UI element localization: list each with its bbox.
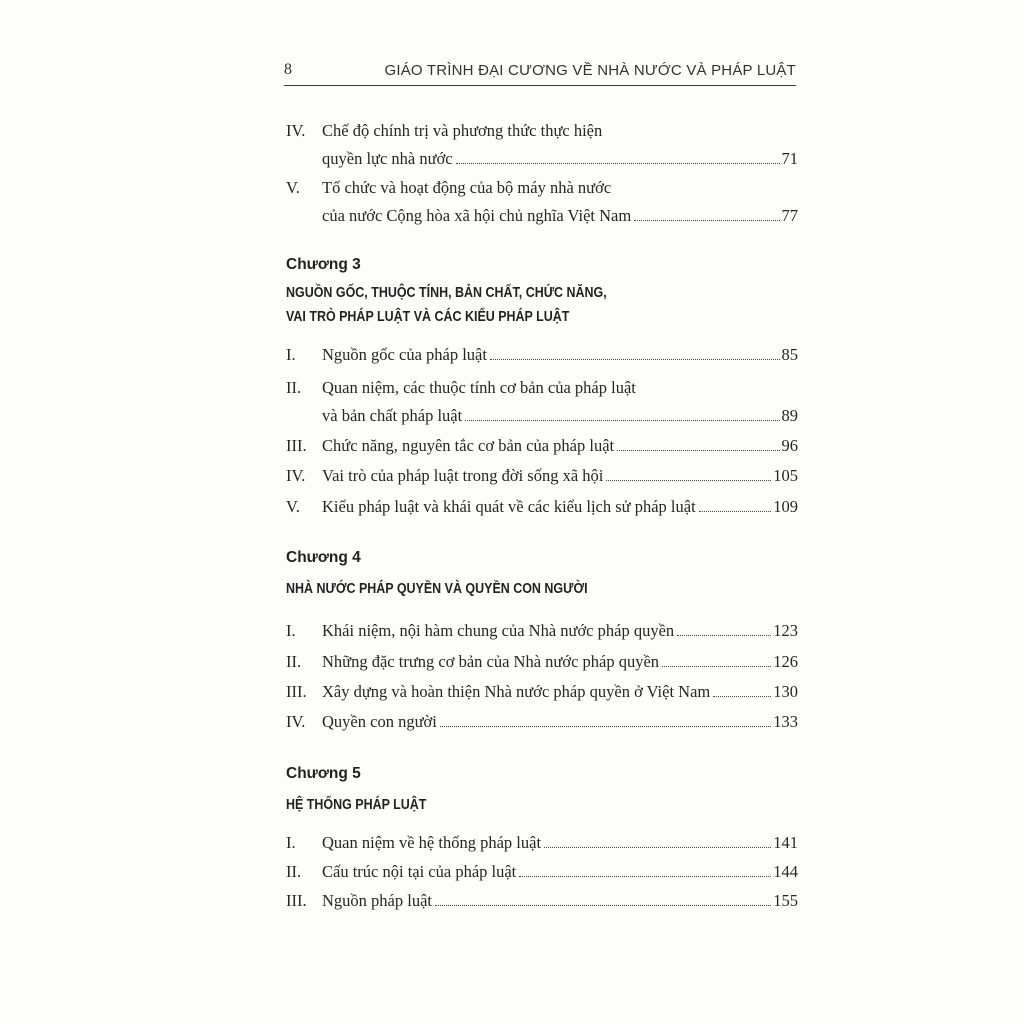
entry-title-line: Quan niệm về hệ thống pháp luật xyxy=(322,833,542,852)
entry-title-line: của nước Cộng hòa xã hội chủ nghĩa Việt Nam xyxy=(322,206,632,225)
dot-leader xyxy=(606,480,771,481)
dot-leader xyxy=(677,635,771,636)
dot-leader xyxy=(662,666,771,667)
entry-title-line: Quyền con người xyxy=(322,712,437,731)
entry-page: 105 xyxy=(773,466,798,485)
entry-number: III. xyxy=(286,891,307,910)
dot-leader xyxy=(435,905,771,906)
entry-number: IV. xyxy=(286,712,306,731)
entry-page: 123 xyxy=(773,621,798,640)
dot-leader xyxy=(456,163,780,164)
entry-number: II. xyxy=(286,862,302,881)
running-header xyxy=(284,57,796,86)
entry-page: 133 xyxy=(773,712,798,731)
show-through-text xyxy=(480,232,488,258)
entry-number: I. xyxy=(286,621,296,640)
entry-page: 96 xyxy=(781,436,798,455)
entry-number: III. xyxy=(286,682,307,701)
dot-leader xyxy=(617,450,779,451)
entry-page: 155 xyxy=(773,891,798,910)
entry-title-line: và bản chất pháp luật xyxy=(322,406,463,425)
dot-leader xyxy=(544,847,771,848)
entry-number: V. xyxy=(286,178,300,197)
entry-number: I. xyxy=(286,833,296,852)
entry-number: II. xyxy=(286,652,302,671)
dot-leader xyxy=(440,726,771,727)
book-title: GIÁO TRÌNH ĐẠI CƯƠNG VỀ NHÀ NƯỚC VÀ PHÁP LUẬT xyxy=(384,62,796,79)
chapter-label: Chương 3 xyxy=(286,256,361,273)
entry-title-line: Quan niệm, các thuộc tính cơ bản của pháp luật xyxy=(322,378,636,397)
chapter-title-line: HỆ THỐNG PHÁP LUẬT xyxy=(286,797,427,813)
entry-title-line: Xây dựng và hoàn thiện Nhà nước pháp quyền ở Việt Nam xyxy=(322,682,711,701)
entry-page: 77 xyxy=(781,206,798,225)
entry-title-line: Nguồn pháp luật xyxy=(322,891,432,910)
entry-title-line: Tổ chức và hoạt động của bộ máy nhà nước xyxy=(322,178,612,197)
entry-title-line: Những đặc trưng cơ bản của Nhà nước pháp quyền xyxy=(322,652,660,671)
entry-number: II. xyxy=(286,378,302,397)
entry-page: 71 xyxy=(781,149,798,168)
page-number: 8 xyxy=(284,61,292,78)
chapter-label: Chương 4 xyxy=(286,549,361,566)
entry-page: 89 xyxy=(781,406,798,425)
chapter-title-line: VAI TRÒ PHÁP LUẬT VÀ CÁC KIỂU PHÁP LUẬT xyxy=(286,309,570,325)
chapter-title-line: NGUỒN GỐC, THUỘC TÍNH, BẢN CHẤT, CHỨC NĂNG, xyxy=(286,285,607,301)
entry-number: III. xyxy=(286,436,307,455)
dot-leader xyxy=(713,696,771,697)
entry-title-line: Kiểu pháp luật và khái quát về các kiểu lịch sử pháp luật xyxy=(322,497,696,516)
entry-page: 141 xyxy=(773,833,798,852)
entry-title-line: Chế độ chính trị và phương thức thực hiện xyxy=(322,121,603,140)
entry-page: 130 xyxy=(773,682,798,701)
entry-number: V. xyxy=(286,497,300,516)
entry-page: 109 xyxy=(773,497,798,516)
entry-number: I. xyxy=(286,345,296,364)
dot-leader xyxy=(490,359,780,360)
entry-title-line: Cấu trúc nội tại của pháp luật xyxy=(322,862,517,881)
entry-page: 85 xyxy=(781,345,798,364)
entry-page: 126 xyxy=(773,652,798,671)
entry-number: IV. xyxy=(286,121,306,140)
entry-title-line: Nguồn gốc của pháp luật xyxy=(322,345,487,364)
entry-number: IV. xyxy=(286,466,306,485)
entry-title-line: Khái niệm, nội hàm chung của Nhà nước pháp quyền xyxy=(322,621,675,640)
entry-title-line: quyền lực nhà nước xyxy=(322,149,453,168)
dot-leader xyxy=(465,420,779,421)
dot-leader xyxy=(519,876,771,877)
entry-title-line: Chức năng, nguyên tắc cơ bản của pháp luật xyxy=(322,436,615,455)
dot-leader xyxy=(699,511,772,512)
entry-page: 144 xyxy=(773,862,798,881)
dot-leader xyxy=(634,220,779,221)
chapter-title-line: NHÀ NƯỚC PHÁP QUYỀN VÀ QUYỀN CON NGƯỜI xyxy=(286,581,588,597)
chapter-label: Chương 5 xyxy=(286,765,361,782)
entry-title-line: Vai trò của pháp luật trong đời sống xã hội xyxy=(322,466,604,485)
